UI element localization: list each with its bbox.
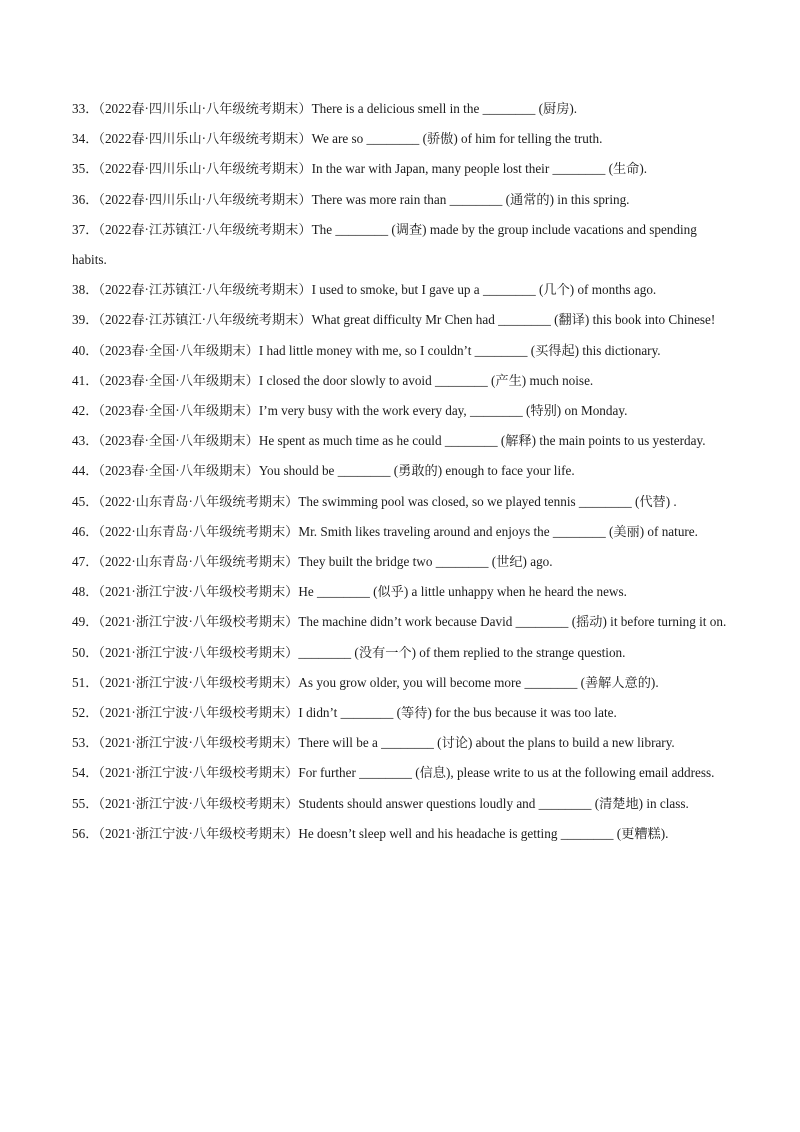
question-text: I didn’t ________ (等待) for the bus because it was too late. (298, 705, 617, 721)
question-number: 56． (72, 825, 99, 841)
question-number: 45． (72, 493, 99, 509)
question-number: 48． (72, 584, 99, 600)
question-item (72, 275, 732, 305)
question-text: He spent as much time as he could ________ (解释) the main points to us yesterday. (258, 433, 706, 449)
question-list (72, 94, 732, 849)
question-source: （2022·山东青岛·八年级统考期末） (98, 554, 299, 570)
question-source: （2023春·全国·八年级期末） (98, 403, 259, 419)
question-source: （2022春·江苏镇江·八年级统考期末） (98, 221, 312, 237)
question-number: 34． (72, 131, 99, 147)
question-number: 54． (72, 765, 99, 781)
question-source: （2022·山东青岛·八年级统考期末） (98, 523, 299, 539)
question-item (72, 336, 732, 366)
question-number: 47． (72, 554, 99, 570)
question-number: 51． (72, 674, 99, 690)
question-text: We are so ________ (骄傲) of him for telling the truth. (311, 131, 603, 147)
question-item (72, 547, 732, 577)
question-number: 52． (72, 705, 99, 721)
question-item (72, 366, 732, 396)
question-source: （2021·浙江宁波·八年级校考期末） (98, 674, 299, 690)
question-text: I used to smoke, but I gave up a ________ (几个) of months ago. (311, 282, 657, 298)
question-source: （2022春·四川乐山·八年级统考期末） (98, 101, 312, 116)
question-source: （2021·浙江宁波·八年级校考期末） (98, 705, 299, 721)
question-source: （2023春·全国·八年级期末） (98, 433, 259, 449)
question-text: The swimming pool was closed, so we played tennis ________ (代替) . (298, 493, 677, 509)
question-number: 55． (72, 795, 99, 811)
question-text: I’m very busy with the work every day, ________ (特别) on Monday. (258, 403, 628, 419)
question-item (72, 94, 732, 124)
question-number: 36． (72, 191, 99, 207)
question-text: There was more rain than ________ (通常的) in this spring. (311, 191, 630, 207)
question-item (72, 305, 732, 335)
question-item (72, 426, 732, 456)
question-item (72, 487, 732, 517)
question-text: Students should answer questions loudly and ________ (清楚地) in class. (298, 795, 689, 811)
question-text: As you grow older, you will become more ________ (善解人意的). (298, 674, 659, 690)
question-number: 40． (72, 342, 99, 358)
question-text: He doesn’t sleep well and his headache is getting ________ (更糟糕). (298, 825, 669, 841)
question-item (72, 124, 732, 154)
question-item (72, 456, 732, 486)
question-item (72, 517, 732, 547)
question-source: （2021·浙江宁波·八年级校考期末） (98, 795, 299, 811)
question-source: （2022春·四川乐山·八年级统考期末） (98, 161, 312, 177)
question-text: What great difficulty Mr Chen had ________ (翻译) this book into Chinese! (311, 312, 716, 328)
question-source: （2021·浙江宁波·八年级校考期末） (98, 584, 299, 600)
question-text: I closed the door slowly to avoid ________ (产生) much noise. (258, 372, 594, 388)
question-source: （2022春·江苏镇江·八年级统考期末） (98, 312, 312, 328)
question-number: 35． (72, 161, 99, 177)
question-text: Mr. Smith likes traveling around and enjoys the ________ (美丽) of nature. (298, 523, 698, 539)
question-source: （2022春·四川乐山·八年级统考期末） (98, 131, 312, 147)
question-item (72, 789, 732, 819)
question-text: He ________ (似乎) a little unhappy when he heard the news. (298, 584, 627, 600)
question-source: （2023春·全国·八年级期末） (98, 372, 259, 388)
question-source: （2021·浙江宁波·八年级校考期末） (98, 765, 299, 781)
question-number: 37． (72, 221, 99, 237)
question-text: There is a delicious smell in the ________ (厨房). (311, 101, 578, 116)
question-source: （2021·浙江宁波·八年级校考期末） (98, 614, 299, 630)
question-text: ________ (没有一个) of them replied to the strange question. (298, 644, 626, 660)
question-text: The ________ (调查) made by the group include vacations and spending habits. (72, 221, 701, 268)
question-number: 50． (72, 644, 99, 660)
question-item (72, 154, 732, 184)
question-number: 39． (72, 312, 99, 328)
question-number: 53． (72, 735, 99, 751)
question-source: （2022·山东青岛·八年级统考期末） (98, 493, 299, 509)
question-item (72, 698, 732, 728)
question-item (72, 396, 732, 426)
question-text: They built the bridge two ________ (世纪) ago. (298, 554, 553, 570)
question-text: I had little money with me, so I couldn’t ________ (买得起) this dictionary. (258, 342, 661, 358)
question-number: 44． (72, 463, 99, 479)
question-source: （2023春·全国·八年级期末） (98, 342, 259, 358)
question-source: （2021·浙江宁波·八年级校考期末） (98, 825, 299, 841)
question-item (72, 577, 732, 607)
question-source: （2023春·全国·八年级期末） (98, 463, 259, 479)
question-text: For further ________ (信息), please write to us at the following email address. (298, 765, 715, 781)
question-number: 49． (72, 614, 99, 630)
question-source: （2021·浙江宁波·八年级校考期末） (98, 735, 299, 751)
question-number: 46． (72, 523, 99, 539)
question-text: In the war with Japan, many people lost their ________ (生命). (311, 161, 648, 177)
question-text: You should be ________ (勇敢的) enough to face your life. (258, 463, 575, 479)
question-source: （2021·浙江宁波·八年级校考期末） (98, 644, 299, 660)
question-item (72, 668, 732, 698)
question-number: 33． (72, 101, 99, 116)
question-number: 43． (72, 433, 99, 449)
question-source: （2022春·江苏镇江·八年级统考期末） (98, 282, 312, 298)
question-item (72, 819, 732, 849)
question-item (72, 607, 732, 637)
question-item (72, 758, 732, 788)
question-item (72, 728, 732, 758)
question-text: The machine didn’t work because David ________ (摇动) it before turning it on. (298, 614, 727, 630)
question-item (72, 638, 732, 668)
question-number: 42． (72, 403, 99, 419)
question-number: 38． (72, 282, 99, 298)
question-item (72, 185, 732, 215)
question-source: （2022春·四川乐山·八年级统考期末） (98, 191, 312, 207)
question-text: There will be a ________ (讨论) about the plans to build a new library. (298, 735, 675, 751)
question-number: 41． (72, 372, 99, 388)
question-item (72, 215, 732, 275)
